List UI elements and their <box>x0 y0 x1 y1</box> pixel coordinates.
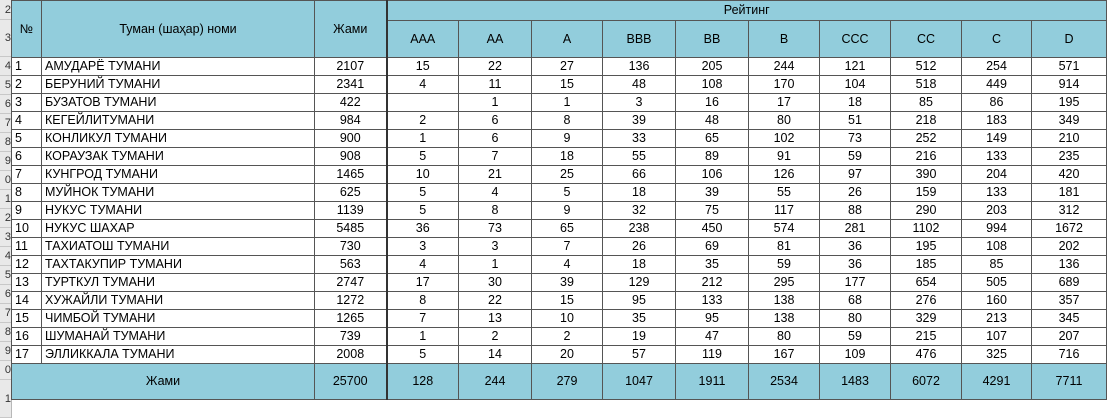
cell-rating-bbb[interactable]: 95 <box>603 292 676 310</box>
cell-rating-ccc[interactable]: 68 <box>820 292 891 310</box>
cell-rating-bbb[interactable]: 18 <box>603 184 676 202</box>
cell-number[interactable]: 16 <box>12 328 42 346</box>
cell-district-name[interactable]: АМУДАРЁ ТУМАНИ <box>42 58 315 76</box>
table-row <box>12 274 1107 292</box>
cell-rating-bbb[interactable]: 33 <box>603 130 676 148</box>
row-number[interactable]: 2 <box>0 0 11 20</box>
cell-number[interactable]: 13 <box>12 274 42 292</box>
cell-rating-a[interactable]: 25 <box>532 166 603 184</box>
cell-number[interactable]: 5 <box>12 130 42 148</box>
cell-rating-aaa[interactable]: 10 <box>387 166 459 184</box>
cell-rating-ccc[interactable]: 59 <box>820 148 891 166</box>
cell-rating-bb[interactable]: 450 <box>676 220 749 238</box>
cell-rating-c[interactable]: 994 <box>962 220 1032 238</box>
cell-total[interactable]: 2341 <box>315 76 387 94</box>
cell-rating-bbb[interactable]: 39 <box>603 112 676 130</box>
cell-number[interactable]: 4 <box>12 112 42 130</box>
cell-rating-bbb[interactable]: 18 <box>603 256 676 274</box>
cell-rating-a[interactable]: 5 <box>532 184 603 202</box>
row-number[interactable]: 0 <box>0 171 11 190</box>
cell-rating-d[interactable]: 689 <box>1032 274 1107 292</box>
cell-total[interactable]: 1465 <box>315 166 387 184</box>
header-rating-aaa[interactable]: AAA <box>387 21 459 58</box>
cell-rating-aa[interactable]: 6 <box>459 112 532 130</box>
row-number[interactable]: 0 <box>0 361 11 380</box>
cell-rating-bbb[interactable]: 26 <box>603 238 676 256</box>
cell-rating-d[interactable]: 571 <box>1032 58 1107 76</box>
cell-district-name[interactable]: ШУМАНАЙ ТУМАНИ <box>42 328 315 346</box>
cell-rating-aa[interactable]: 73 <box>459 220 532 238</box>
cell-rating-cc[interactable]: 195 <box>891 238 962 256</box>
cell-number[interactable]: 9 <box>12 202 42 220</box>
cell-rating-c[interactable]: 203 <box>962 202 1032 220</box>
cell-rating-cc[interactable]: 1102 <box>891 220 962 238</box>
cell-rating-a[interactable]: 15 <box>532 76 603 94</box>
cell-rating-b[interactable]: 574 <box>749 220 820 238</box>
cell-district-name[interactable]: БЕРУНИЙ ТУМАНИ <box>42 76 315 94</box>
cell-rating-aaa[interactable] <box>387 94 459 112</box>
cell-rating-aa[interactable]: 6 <box>459 130 532 148</box>
header-rating-aa[interactable]: AA <box>459 21 532 58</box>
cell-rating-bb[interactable]: 89 <box>676 148 749 166</box>
total-rating-ccc[interactable]: 1483 <box>820 364 891 400</box>
cell-number[interactable]: 8 <box>12 184 42 202</box>
cell-rating-cc[interactable]: 654 <box>891 274 962 292</box>
cell-rating-c[interactable]: 107 <box>962 328 1032 346</box>
cell-rating-aa[interactable]: 30 <box>459 274 532 292</box>
cell-rating-cc[interactable]: 512 <box>891 58 962 76</box>
cell-rating-bb[interactable]: 16 <box>676 94 749 112</box>
header-rating-c[interactable]: C <box>962 21 1032 58</box>
cell-number[interactable]: 11 <box>12 238 42 256</box>
table-row <box>12 310 1107 328</box>
table-row <box>12 130 1107 148</box>
cell-rating-aa[interactable]: 1 <box>459 94 532 112</box>
cell-total[interactable]: 2107 <box>315 58 387 76</box>
cell-rating-b[interactable]: 138 <box>749 310 820 328</box>
cell-rating-aaa[interactable]: 3 <box>387 238 459 256</box>
cell-rating-d[interactable]: 195 <box>1032 94 1107 112</box>
cell-rating-c[interactable]: 149 <box>962 130 1032 148</box>
cell-rating-bbb[interactable]: 19 <box>603 328 676 346</box>
cell-total[interactable]: 422 <box>315 94 387 112</box>
cell-rating-bb[interactable]: 95 <box>676 310 749 328</box>
row-number[interactable]: 4 <box>0 57 11 76</box>
row-number[interactable]: 5 <box>0 76 11 95</box>
cell-rating-ccc[interactable]: 36 <box>820 256 891 274</box>
cell-rating-bb[interactable]: 133 <box>676 292 749 310</box>
cell-district-name[interactable]: КОРАУЗАК ТУМАНИ <box>42 148 315 166</box>
cell-rating-d[interactable]: 716 <box>1032 346 1107 364</box>
cell-rating-bb[interactable]: 65 <box>676 130 749 148</box>
cell-rating-d[interactable]: 181 <box>1032 184 1107 202</box>
cell-rating-bbb[interactable]: 129 <box>603 274 676 292</box>
total-rating-aa[interactable]: 244 <box>459 364 532 400</box>
cell-rating-aa[interactable]: 14 <box>459 346 532 364</box>
cell-rating-a[interactable]: 10 <box>532 310 603 328</box>
table-row <box>12 94 1107 112</box>
cell-rating-d[interactable]: 235 <box>1032 148 1107 166</box>
row-number[interactable]: 1 <box>0 380 11 418</box>
cell-rating-cc[interactable]: 390 <box>891 166 962 184</box>
cell-rating-a[interactable]: 2 <box>532 328 603 346</box>
cell-rating-ccc[interactable]: 97 <box>820 166 891 184</box>
cell-rating-bbb[interactable]: 57 <box>603 346 676 364</box>
cell-total[interactable]: 5485 <box>315 220 387 238</box>
total-sum[interactable]: 25700 <box>315 364 387 400</box>
cell-rating-bb[interactable]: 69 <box>676 238 749 256</box>
row-number[interactable]: 9 <box>0 342 11 361</box>
cell-rating-d[interactable]: 345 <box>1032 310 1107 328</box>
row-number[interactable]: 7 <box>0 304 11 323</box>
cell-rating-aaa[interactable]: 5 <box>387 202 459 220</box>
cell-rating-aaa[interactable]: 5 <box>387 346 459 364</box>
cell-rating-b[interactable]: 117 <box>749 202 820 220</box>
cell-rating-cc[interactable]: 159 <box>891 184 962 202</box>
table-row <box>12 328 1107 346</box>
cell-rating-a[interactable]: 1 <box>532 94 603 112</box>
cell-rating-bb[interactable]: 48 <box>676 112 749 130</box>
cell-number[interactable]: 2 <box>12 76 42 94</box>
cell-rating-d[interactable]: 136 <box>1032 256 1107 274</box>
cell-rating-ccc[interactable]: 73 <box>820 130 891 148</box>
cell-rating-c[interactable]: 133 <box>962 184 1032 202</box>
cell-rating-aa[interactable]: 21 <box>459 166 532 184</box>
cell-rating-d[interactable]: 1672 <box>1032 220 1107 238</box>
total-rating-a[interactable]: 279 <box>532 364 603 400</box>
table-row <box>12 346 1107 364</box>
row-number[interactable]: 8 <box>0 323 11 342</box>
row-number[interactable]: 5 <box>0 266 11 285</box>
cell-number[interactable]: 7 <box>12 166 42 184</box>
cell-rating-cc[interactable]: 290 <box>891 202 962 220</box>
cell-rating-ccc[interactable]: 51 <box>820 112 891 130</box>
row-number[interactable]: 1 <box>0 190 11 209</box>
header-rating-ccc[interactable]: CCC <box>820 21 891 58</box>
cell-rating-bb[interactable]: 39 <box>676 184 749 202</box>
cell-rating-bbb[interactable]: 35 <box>603 310 676 328</box>
header-number[interactable]: № <box>12 1 42 58</box>
cell-rating-bbb[interactable]: 48 <box>603 76 676 94</box>
row-number[interactable]: 6 <box>0 285 11 304</box>
table-row <box>12 202 1107 220</box>
cell-rating-ccc[interactable]: 281 <box>820 220 891 238</box>
cell-total[interactable]: 739 <box>315 328 387 346</box>
cell-total[interactable]: 2747 <box>315 274 387 292</box>
header-rating-bb[interactable]: BB <box>676 21 749 58</box>
cell-rating-bb[interactable]: 212 <box>676 274 749 292</box>
table-row <box>12 76 1107 94</box>
cell-rating-aa[interactable]: 22 <box>459 292 532 310</box>
total-rating-cc[interactable]: 6072 <box>891 364 962 400</box>
cell-rating-aa[interactable]: 11 <box>459 76 532 94</box>
cell-rating-d[interactable]: 914 <box>1032 76 1107 94</box>
cell-district-name[interactable]: НУКУС ТУМАНИ <box>42 202 315 220</box>
cell-rating-c[interactable]: 204 <box>962 166 1032 184</box>
cell-number[interactable]: 14 <box>12 292 42 310</box>
total-rating-bb[interactable]: 1911 <box>676 364 749 400</box>
cell-rating-c[interactable]: 505 <box>962 274 1032 292</box>
cell-rating-aa[interactable]: 3 <box>459 238 532 256</box>
cell-total[interactable]: 908 <box>315 148 387 166</box>
cell-rating-cc[interactable]: 85 <box>891 94 962 112</box>
cell-rating-cc[interactable]: 276 <box>891 292 962 310</box>
cell-rating-a[interactable]: 20 <box>532 346 603 364</box>
cell-rating-ccc[interactable]: 104 <box>820 76 891 94</box>
cell-rating-bbb[interactable]: 66 <box>603 166 676 184</box>
cell-rating-ccc[interactable]: 109 <box>820 346 891 364</box>
cell-rating-aaa[interactable]: 36 <box>387 220 459 238</box>
cell-rating-bb[interactable]: 75 <box>676 202 749 220</box>
cell-rating-ccc[interactable]: 26 <box>820 184 891 202</box>
cell-district-name[interactable]: КЕГЕЙЛИТУМАНИ <box>42 112 315 130</box>
cell-rating-bb[interactable]: 106 <box>676 166 749 184</box>
header-district-name[interactable]: Туман (шаҳар) номи <box>42 1 315 58</box>
cell-rating-aaa[interactable]: 5 <box>387 148 459 166</box>
total-rating-b[interactable]: 2534 <box>749 364 820 400</box>
cell-rating-d[interactable]: 349 <box>1032 112 1107 130</box>
cell-rating-cc[interactable]: 218 <box>891 112 962 130</box>
cell-rating-c[interactable]: 254 <box>962 58 1032 76</box>
cell-rating-ccc[interactable]: 18 <box>820 94 891 112</box>
cell-rating-bbb[interactable]: 136 <box>603 58 676 76</box>
cell-rating-ccc[interactable]: 121 <box>820 58 891 76</box>
table-row <box>12 220 1107 238</box>
cell-rating-aaa[interactable]: 7 <box>387 310 459 328</box>
cell-rating-d[interactable]: 202 <box>1032 238 1107 256</box>
cell-rating-aa[interactable]: 8 <box>459 202 532 220</box>
cell-rating-cc[interactable]: 215 <box>891 328 962 346</box>
row-number[interactable]: 7 <box>0 114 11 133</box>
table-row <box>12 148 1107 166</box>
row-number[interactable]: 8 <box>0 133 11 152</box>
cell-number[interactable]: 3 <box>12 94 42 112</box>
cell-rating-c[interactable]: 85 <box>962 256 1032 274</box>
cell-rating-d[interactable]: 420 <box>1032 166 1107 184</box>
cell-district-name[interactable]: ЭЛЛИККАЛА ТУМАНИ <box>42 346 315 364</box>
cell-rating-c[interactable]: 183 <box>962 112 1032 130</box>
cell-rating-b[interactable]: 81 <box>749 238 820 256</box>
cell-rating-a[interactable]: 7 <box>532 238 603 256</box>
cell-number[interactable]: 6 <box>12 148 42 166</box>
cell-rating-aaa[interactable]: 1 <box>387 130 459 148</box>
cell-number[interactable]: 17 <box>12 346 42 364</box>
cell-rating-b[interactable]: 167 <box>749 346 820 364</box>
cell-rating-a[interactable]: 27 <box>532 58 603 76</box>
cell-total[interactable]: 2008 <box>315 346 387 364</box>
cell-district-name[interactable]: ЧИМБОЙ ТУМАНИ <box>42 310 315 328</box>
cell-rating-d[interactable]: 357 <box>1032 292 1107 310</box>
cell-number[interactable]: 12 <box>12 256 42 274</box>
cell-rating-a[interactable]: 9 <box>532 202 603 220</box>
cell-district-name[interactable]: КУНГРОД ТУМАНИ <box>42 166 315 184</box>
header-rating-cc[interactable]: CC <box>891 21 962 58</box>
cell-rating-aa[interactable]: 7 <box>459 148 532 166</box>
cell-district-name[interactable]: КОНЛИКУЛ ТУМАНИ <box>42 130 315 148</box>
cell-rating-c[interactable]: 213 <box>962 310 1032 328</box>
table-row <box>12 166 1107 184</box>
cell-rating-c[interactable]: 325 <box>962 346 1032 364</box>
row-number[interactable]: 4 <box>0 247 11 266</box>
cell-rating-c[interactable]: 86 <box>962 94 1032 112</box>
cell-number[interactable]: 15 <box>12 310 42 328</box>
cell-rating-bbb[interactable]: 55 <box>603 148 676 166</box>
cell-total[interactable]: 563 <box>315 256 387 274</box>
cell-rating-ccc[interactable]: 36 <box>820 238 891 256</box>
cell-rating-bb[interactable]: 47 <box>676 328 749 346</box>
cell-rating-a[interactable]: 39 <box>532 274 603 292</box>
cell-rating-ccc[interactable]: 88 <box>820 202 891 220</box>
cell-rating-c[interactable]: 108 <box>962 238 1032 256</box>
total-rating-d[interactable]: 7711 <box>1032 364 1107 400</box>
cell-rating-b[interactable]: 170 <box>749 76 820 94</box>
cell-rating-bb[interactable]: 205 <box>676 58 749 76</box>
header-rating-b[interactable]: B <box>749 21 820 58</box>
cell-rating-a[interactable]: 15 <box>532 292 603 310</box>
cell-rating-a[interactable]: 4 <box>532 256 603 274</box>
cell-rating-b[interactable]: 138 <box>749 292 820 310</box>
cell-rating-bbb[interactable]: 3 <box>603 94 676 112</box>
total-rating-aaa[interactable]: 128 <box>387 364 459 400</box>
total-rating-bbb[interactable]: 1047 <box>603 364 676 400</box>
header-rating[interactable]: Рейтинг <box>387 1 1107 21</box>
cell-total[interactable]: 984 <box>315 112 387 130</box>
rating-table <box>11 0 1107 400</box>
cell-rating-ccc[interactable]: 59 <box>820 328 891 346</box>
cell-rating-bb[interactable]: 35 <box>676 256 749 274</box>
cell-total[interactable]: 900 <box>315 130 387 148</box>
cell-rating-aaa[interactable]: 15 <box>387 58 459 76</box>
cell-district-name[interactable]: НУКУС ШАХАР <box>42 220 315 238</box>
cell-rating-aa[interactable]: 22 <box>459 58 532 76</box>
total-row <box>12 364 1107 400</box>
cell-rating-cc[interactable]: 329 <box>891 310 962 328</box>
cell-district-name[interactable]: ХУЖАЙЛИ ТУМАНИ <box>42 292 315 310</box>
cell-rating-a[interactable]: 9 <box>532 130 603 148</box>
cell-rating-b[interactable]: 80 <box>749 328 820 346</box>
cell-rating-c[interactable]: 160 <box>962 292 1032 310</box>
cell-rating-d[interactable]: 207 <box>1032 328 1107 346</box>
table-row <box>12 256 1107 274</box>
cell-rating-d[interactable]: 210 <box>1032 130 1107 148</box>
cell-rating-bbb[interactable]: 238 <box>603 220 676 238</box>
cell-rating-aaa[interactable]: 5 <box>387 184 459 202</box>
cell-rating-a[interactable]: 18 <box>532 148 603 166</box>
cell-rating-bb[interactable]: 108 <box>676 76 749 94</box>
cell-rating-b[interactable]: 91 <box>749 148 820 166</box>
header-total[interactable]: Жами <box>315 1 387 58</box>
total-rating-c[interactable]: 4291 <box>962 364 1032 400</box>
table-row <box>12 238 1107 256</box>
cell-total[interactable]: 1139 <box>315 202 387 220</box>
row-number[interactable]: 2 <box>0 209 11 228</box>
table-row <box>12 58 1107 76</box>
cell-total[interactable]: 1272 <box>315 292 387 310</box>
table-row <box>12 112 1107 130</box>
cell-rating-aa[interactable]: 4 <box>459 184 532 202</box>
table-row <box>12 292 1107 310</box>
cell-rating-a[interactable]: 8 <box>532 112 603 130</box>
cell-rating-bbb[interactable]: 32 <box>603 202 676 220</box>
cell-rating-b[interactable]: 244 <box>749 58 820 76</box>
cell-rating-bb[interactable]: 119 <box>676 346 749 364</box>
cell-rating-aaa[interactable]: 2 <box>387 112 459 130</box>
cell-rating-aa[interactable]: 13 <box>459 310 532 328</box>
cell-rating-cc[interactable]: 185 <box>891 256 962 274</box>
row-number[interactable]: 3 <box>0 228 11 247</box>
cell-rating-b[interactable]: 59 <box>749 256 820 274</box>
cell-rating-b[interactable]: 102 <box>749 130 820 148</box>
cell-rating-ccc[interactable]: 80 <box>820 310 891 328</box>
cell-rating-aa[interactable]: 1 <box>459 256 532 274</box>
cell-rating-aaa[interactable]: 4 <box>387 256 459 274</box>
header-rating-a[interactable]: A <box>532 21 603 58</box>
cell-rating-cc[interactable]: 252 <box>891 130 962 148</box>
header-rating-d[interactable]: D <box>1032 21 1107 58</box>
cell-number[interactable]: 1 <box>12 58 42 76</box>
cell-district-name[interactable]: МУЙНОК ТУМАНИ <box>42 184 315 202</box>
cell-rating-d[interactable]: 312 <box>1032 202 1107 220</box>
cell-rating-aaa[interactable]: 1 <box>387 328 459 346</box>
cell-district-name[interactable]: ТАХТАКУПИР ТУМАНИ <box>42 256 315 274</box>
cell-rating-cc[interactable]: 216 <box>891 148 962 166</box>
cell-rating-b[interactable]: 80 <box>749 112 820 130</box>
cell-rating-cc[interactable]: 476 <box>891 346 962 364</box>
row-number[interactable]: 3 <box>0 20 11 57</box>
cell-rating-c[interactable]: 133 <box>962 148 1032 166</box>
table-row <box>12 184 1107 202</box>
cell-rating-a[interactable]: 65 <box>532 220 603 238</box>
cell-rating-aaa[interactable]: 8 <box>387 292 459 310</box>
cell-total[interactable]: 730 <box>315 238 387 256</box>
cell-rating-b[interactable]: 295 <box>749 274 820 292</box>
cell-rating-aaa[interactable]: 17 <box>387 274 459 292</box>
cell-rating-ccc[interactable]: 177 <box>820 274 891 292</box>
cell-total[interactable]: 1265 <box>315 310 387 328</box>
cell-rating-aaa[interactable]: 4 <box>387 76 459 94</box>
cell-district-name[interactable]: ТУРТКУЛ ТУМАНИ <box>42 274 315 292</box>
cell-district-name[interactable]: ТАХИАТОШ ТУМАНИ <box>42 238 315 256</box>
cell-rating-c[interactable]: 449 <box>962 76 1032 94</box>
total-label[interactable]: Жами <box>12 364 315 400</box>
cell-rating-b[interactable]: 126 <box>749 166 820 184</box>
cell-total[interactable]: 625 <box>315 184 387 202</box>
cell-rating-b[interactable]: 55 <box>749 184 820 202</box>
cell-rating-aa[interactable]: 2 <box>459 328 532 346</box>
cell-district-name[interactable]: БУЗАТОВ ТУМАНИ <box>42 94 315 112</box>
row-number[interactable]: 6 <box>0 95 11 114</box>
row-number[interactable]: 9 <box>0 152 11 171</box>
cell-rating-b[interactable]: 17 <box>749 94 820 112</box>
cell-rating-cc[interactable]: 518 <box>891 76 962 94</box>
cell-number[interactable]: 10 <box>12 220 42 238</box>
header-rating-bbb[interactable]: BBB <box>603 21 676 58</box>
